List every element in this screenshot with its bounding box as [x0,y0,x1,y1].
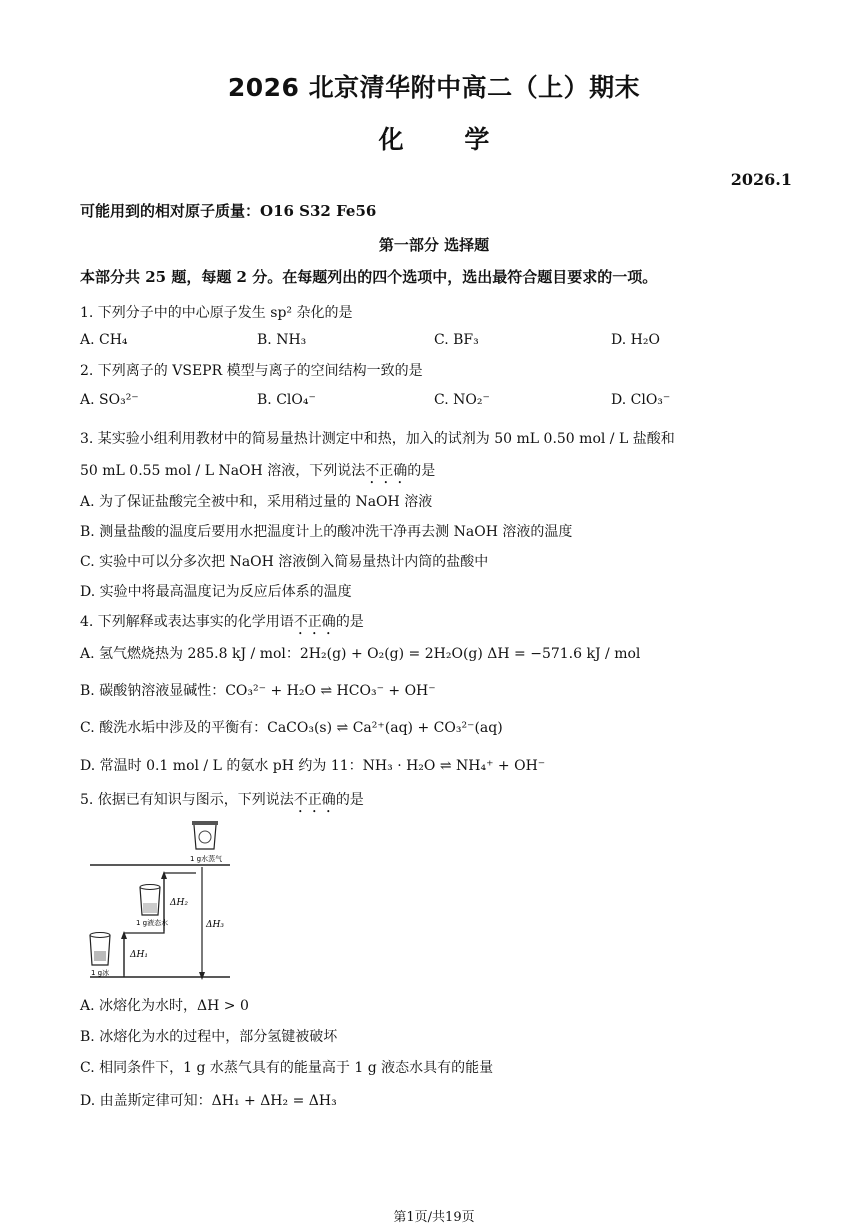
q5-stem-post: 的是 [335,792,364,808]
q2-option-a: A. SO₃²⁻ [80,392,139,408]
q4-option-a: A. 氢气燃烧热为 285.8 kJ / mol：2H₂(g) + O₂(g) = 2H₂O(g) ΔH = −571.6 kJ / mol [80,646,641,662]
q4-stem-pre: 4. 下列解释或表达事实的化学用语 [80,614,294,630]
q4-emphasis: 不正确 [293,614,336,630]
q5-option-b: B. 冰熔化为水的过程中，部分氢键被破坏 [80,1029,338,1045]
q4-stem [80,611,364,638]
q3-emphasis: 不正确 [365,463,408,479]
q2-stem: 2. 下列离子的 VSEPR 模型与离子的空间结构一致的是 [80,363,423,379]
q2-option-c: C. NO₂⁻ [434,392,490,408]
page-footer: 第1页/共19页 [393,1210,475,1225]
q3-stem-pre: 50 mL 0.55 mol / L NaOH 溶液，下列说法 [80,463,366,479]
dh3-label: ΔH₃ [206,920,224,930]
atomic-mass-note: 可能用到的相对原子质量：O16 S32 Fe56 [80,202,377,220]
exam-date: 2026.1 [730,170,792,189]
q3-option-b: B. 测量盐酸的温度后要用水把温度计上的酸冲洗干净再去测 NaOH 溶液的温度 [80,524,573,540]
q3-stem-line2 [80,460,435,487]
q1-option-b: B. NH₃ [257,332,307,348]
q1-option-a: A. CH₄ [80,332,128,348]
exam-title: 2026 北京清华附中高二（上）期末 [227,73,641,102]
ice-label: 1 g冰 [91,969,110,977]
q1-option-d: D. H₂O [611,332,660,348]
water-label: 1 g液态水 [136,919,169,927]
q3-stem-post: 的是 [407,463,436,479]
vapor-label: 1 g水蒸气 [190,855,223,863]
q5-stem [80,789,364,816]
q2-option-d: D. ClO₃⁻ [611,392,671,408]
energy-level-diagram [84,815,244,985]
q3-option-c: C. 实验中可以分多次把 NaOH 溶液倒入简易量热计内筒的盐酸中 [80,554,489,570]
q1-stem: 1. 下列分子中的中心原子发生 sp² 杂化的是 [80,305,353,321]
water-beaker-icon [140,885,160,916]
q3-option-a: A. 为了保证盐酸完全被中和，采用稍过量的 NaOH 溶液 [80,494,433,510]
dh1-label: ΔH₁ [130,950,148,960]
q4-option-b: B. 碳酸钠溶液显碱性：CO₃²⁻ + H₂O ⇌ HCO₃⁻ + OH⁻ [80,683,436,699]
q5-option-d: D. 由盖斯定律可知：ΔH₁ + ΔH₂ = ΔH₃ [80,1093,337,1109]
q3-option-d: D. 实验中将最高温度记为反应后体系的温度 [80,584,352,600]
q5-option-c: C. 相同条件下，1 g 水蒸气具有的能量高于 1 g 液态水具有的能量 [80,1060,494,1076]
q4-stem-post: 的是 [335,614,364,630]
q2-option-b: B. ClO₄⁻ [257,392,316,408]
q3-stem-line1: 3. 某实验小组利用教材中的简易量热计测定中和热，加入的试剂为 50 mL 0.50 mol / L 盐酸和 [80,431,675,447]
subject-title: 化 学 [378,125,490,154]
q1-option-c: C. BF₃ [434,332,479,348]
vapor-beaker-icon [192,821,218,849]
ice-beaker-icon [90,933,110,966]
q5-stem-pre: 5. 依据已有知识与图示，下列说法 [80,792,294,808]
q5-emphasis: 不正确 [293,792,336,808]
dh2-label: ΔH₂ [170,898,188,908]
part-heading: 第一部分 选择题 [378,236,490,254]
instructions: 本部分共 25 题，每题 2 分。在每题列出的四个选项中，选出最符合题目要求的一项。 [80,268,658,286]
q5-option-a: A. 冰熔化为水时，ΔH > 0 [80,998,249,1014]
q4-option-d: D. 常温时 0.1 mol / L 的氨水 pH 约为 11：NH₃ · H₂O ⇌ NH₄⁺ + OH⁻ [80,758,546,774]
q4-option-c: C. 酸洗水垢中涉及的平衡有：CaCO₃(s) ⇌ Ca²⁺(aq) + CO₃²⁻(aq) [80,720,503,736]
